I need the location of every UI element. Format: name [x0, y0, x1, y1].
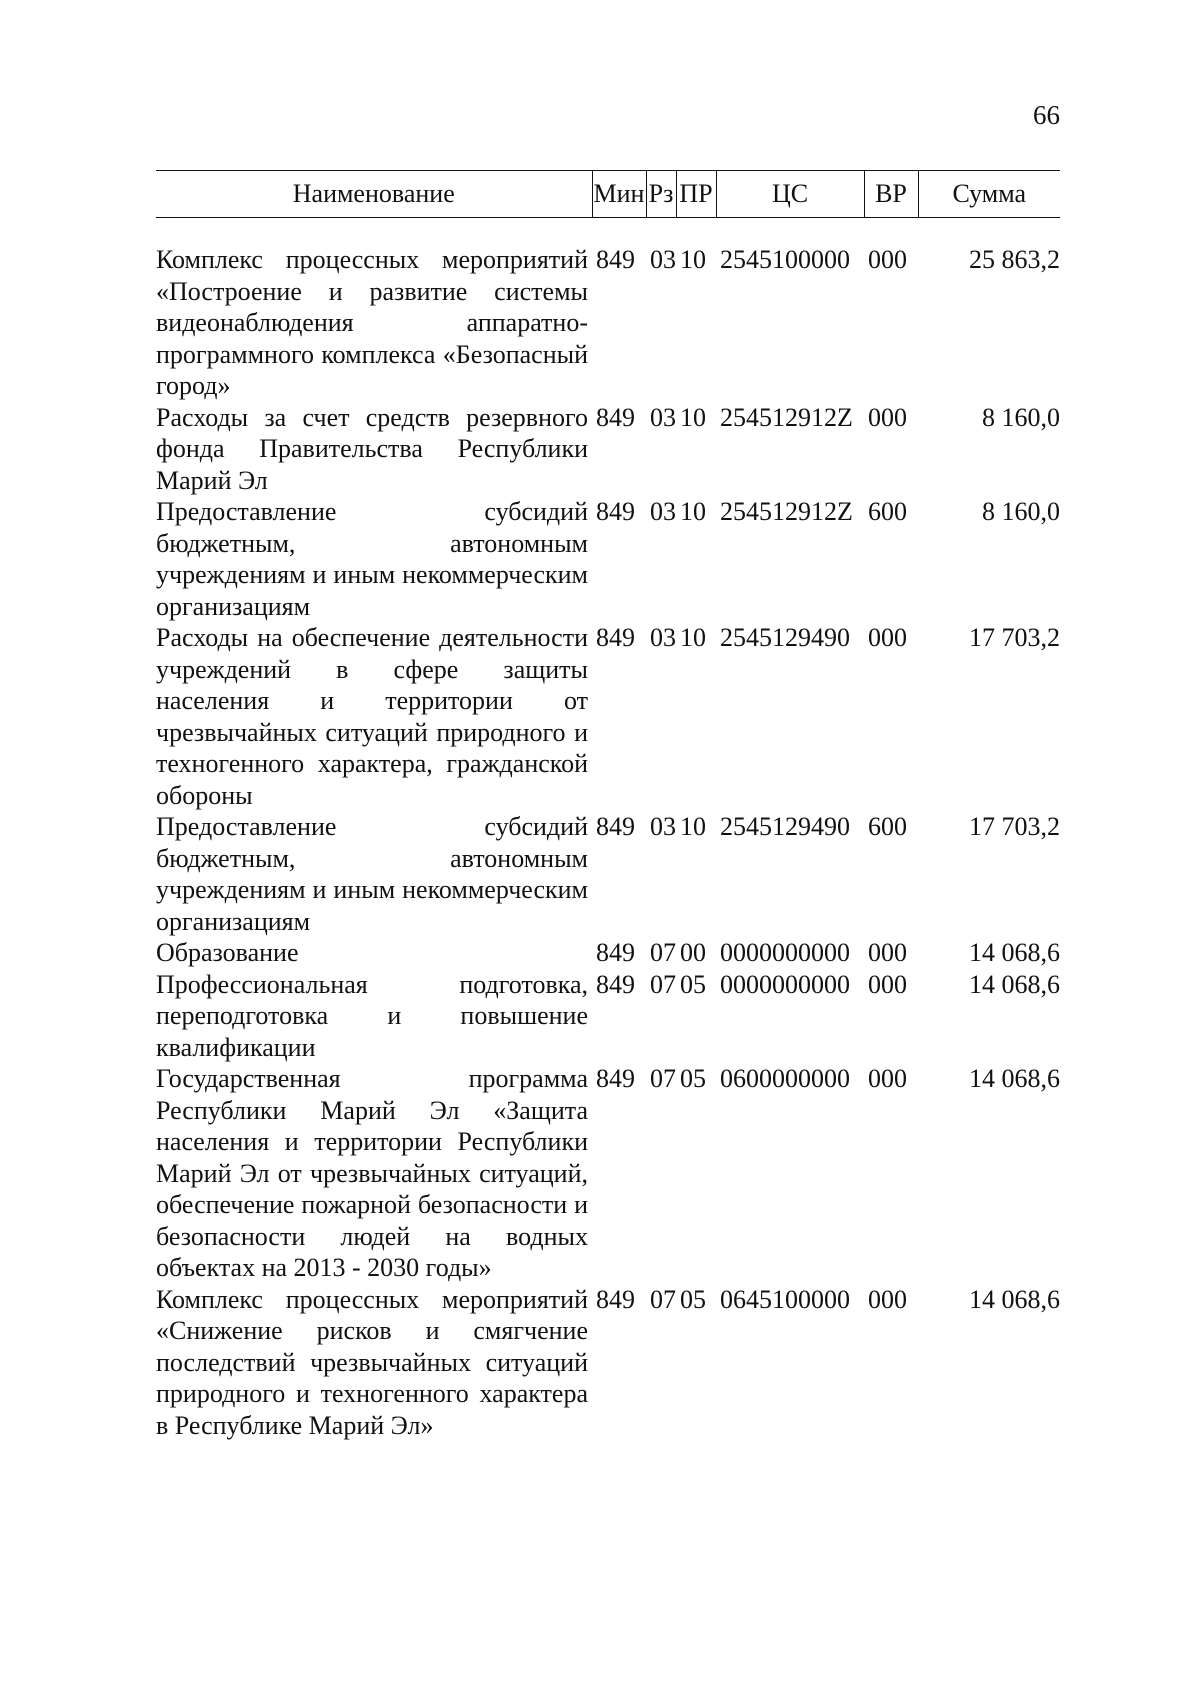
- table-row: [156, 244, 1060, 402]
- cell-sum: 14 068,6: [969, 969, 1060, 999]
- cell-rz: 03: [650, 812, 676, 841]
- header-vr: ВР: [864, 171, 918, 218]
- cell-pr: 10: [680, 402, 706, 432]
- cell-rz: 07: [650, 1064, 676, 1093]
- cell-min: 849: [596, 969, 635, 999]
- table-body: [156, 218, 1060, 1442]
- table-row: [156, 622, 1060, 811]
- table-row: [156, 1284, 1060, 1442]
- cell-vr: 000: [868, 623, 907, 652]
- budget-table: [156, 170, 1060, 1441]
- cell-sum: 8 160,0: [982, 497, 1060, 526]
- header-min: Мин: [592, 171, 646, 218]
- cell-pr: 05: [680, 1064, 706, 1093]
- cell-rz: 07: [650, 969, 676, 999]
- cell-min: 849: [596, 245, 635, 274]
- cell-pr: 10: [680, 623, 706, 652]
- header-rz: Рз: [646, 171, 676, 218]
- cell-pr: 10: [680, 812, 706, 841]
- cell-cs: 2545100000: [720, 245, 850, 274]
- cell-name: Профессиональная подготовка, переподготовка и повышение квалификации: [156, 969, 588, 1062]
- cell-name: Комплекс процессных мероприятий «Снижение рисков и смягчение последствий чрезвычайных ситуаций природного и техногенного характера в Республике Марий Эл»: [156, 1284, 588, 1440]
- cell-min: 849: [596, 497, 635, 526]
- cell-name: Предоставление субсидий бюджетным, автономным учреждениям и иным некоммерческим организациям: [156, 497, 588, 621]
- cell-cs: 2545129490: [720, 812, 850, 841]
- cell-name: Расходы на обеспечение деятельности учреждений в сфере защиты населения и территории от чрезвычайных ситуаций природного и техногенного характера, гражданской обороны: [156, 623, 588, 810]
- cell-vr: 000: [868, 1064, 907, 1093]
- cell-sum: 17 703,2: [969, 812, 1060, 841]
- header-pr: ПР: [676, 171, 716, 218]
- header-name: Наименование: [156, 171, 592, 218]
- cell-name: Государственная программа Республики Марий Эл «Защита населения и территории Республики Марий Эл от чрезвычайных ситуаций, обеспечение пожарной безопасности и безопасности людей на водных объектах на 2013 - 2030 годы»: [156, 1064, 588, 1282]
- header-sum: Сумма: [918, 171, 1060, 218]
- cell-pr: 10: [680, 245, 706, 274]
- cell-name: Образование: [156, 938, 299, 967]
- cell-min: 849: [596, 402, 635, 432]
- cell-pr: 05: [680, 969, 706, 999]
- cell-sum: 25 863,2: [969, 245, 1060, 274]
- cell-name: Предоставление субсидий бюджетным, автономным учреждениям и иным некоммерческим организациям: [156, 812, 588, 936]
- cell-sum: 17 703,2: [969, 623, 1060, 652]
- cell-vr: 600: [868, 497, 907, 526]
- cell-rz: 03: [650, 245, 676, 274]
- cell-min: 849: [596, 938, 635, 967]
- cell-cs: 2545129490: [720, 623, 850, 652]
- table-row: [156, 496, 1060, 622]
- cell-sum: 8 160,0: [982, 402, 1060, 432]
- cell-vr: 000: [868, 969, 907, 999]
- table-row: [156, 969, 1060, 1064]
- table-header: [156, 171, 1060, 218]
- cell-rz: 07: [650, 938, 676, 967]
- cell-sum: 14 068,6: [969, 1064, 1060, 1093]
- cell-vr: 000: [868, 402, 907, 432]
- cell-cs: 0000000000: [720, 969, 850, 999]
- table-row: [156, 937, 1060, 969]
- header-cs: ЦС: [716, 171, 864, 218]
- cell-pr: 05: [680, 1284, 706, 1314]
- cell-min: 849: [596, 1284, 635, 1314]
- cell-name: Комплекс процессных мероприятий «Построение и развитие системы видеонаблюдения аппаратно-программного комплекса «Безопасный город»: [156, 245, 588, 400]
- cell-pr: 00: [680, 938, 706, 967]
- cell-min: 849: [596, 1064, 635, 1093]
- header-row: [156, 171, 1060, 218]
- cell-cs: 0645100000: [720, 1284, 850, 1314]
- cell-min: 849: [596, 623, 635, 652]
- cell-min: 849: [596, 812, 635, 841]
- table-row: [156, 1063, 1060, 1284]
- cell-sum: 14 068,6: [969, 1284, 1060, 1314]
- cell-vr: 000: [868, 245, 907, 274]
- cell-name: Расходы за счет средств резервного фонда Правительства Республики Марий Эл: [156, 402, 588, 495]
- cell-cs: 0600000000: [720, 1064, 850, 1093]
- cell-sum: 14 068,6: [969, 938, 1060, 967]
- cell-rz: 07: [650, 1284, 676, 1314]
- cell-cs: 0000000000: [720, 938, 850, 967]
- cell-cs: 254512912Z: [720, 497, 853, 526]
- cell-rz: 03: [650, 497, 676, 526]
- table-row: [156, 402, 1060, 497]
- table-row: [156, 811, 1060, 937]
- cell-pr: 10: [680, 497, 706, 526]
- cell-vr: 000: [868, 938, 907, 967]
- cell-rz: 03: [650, 402, 676, 432]
- page-number: 66: [1033, 100, 1060, 130]
- cell-cs: 254512912Z: [720, 402, 853, 432]
- spacer-row: [156, 218, 1060, 245]
- cell-vr: 600: [868, 812, 907, 841]
- cell-rz: 03: [650, 623, 676, 652]
- cell-vr: 000: [868, 1284, 907, 1314]
